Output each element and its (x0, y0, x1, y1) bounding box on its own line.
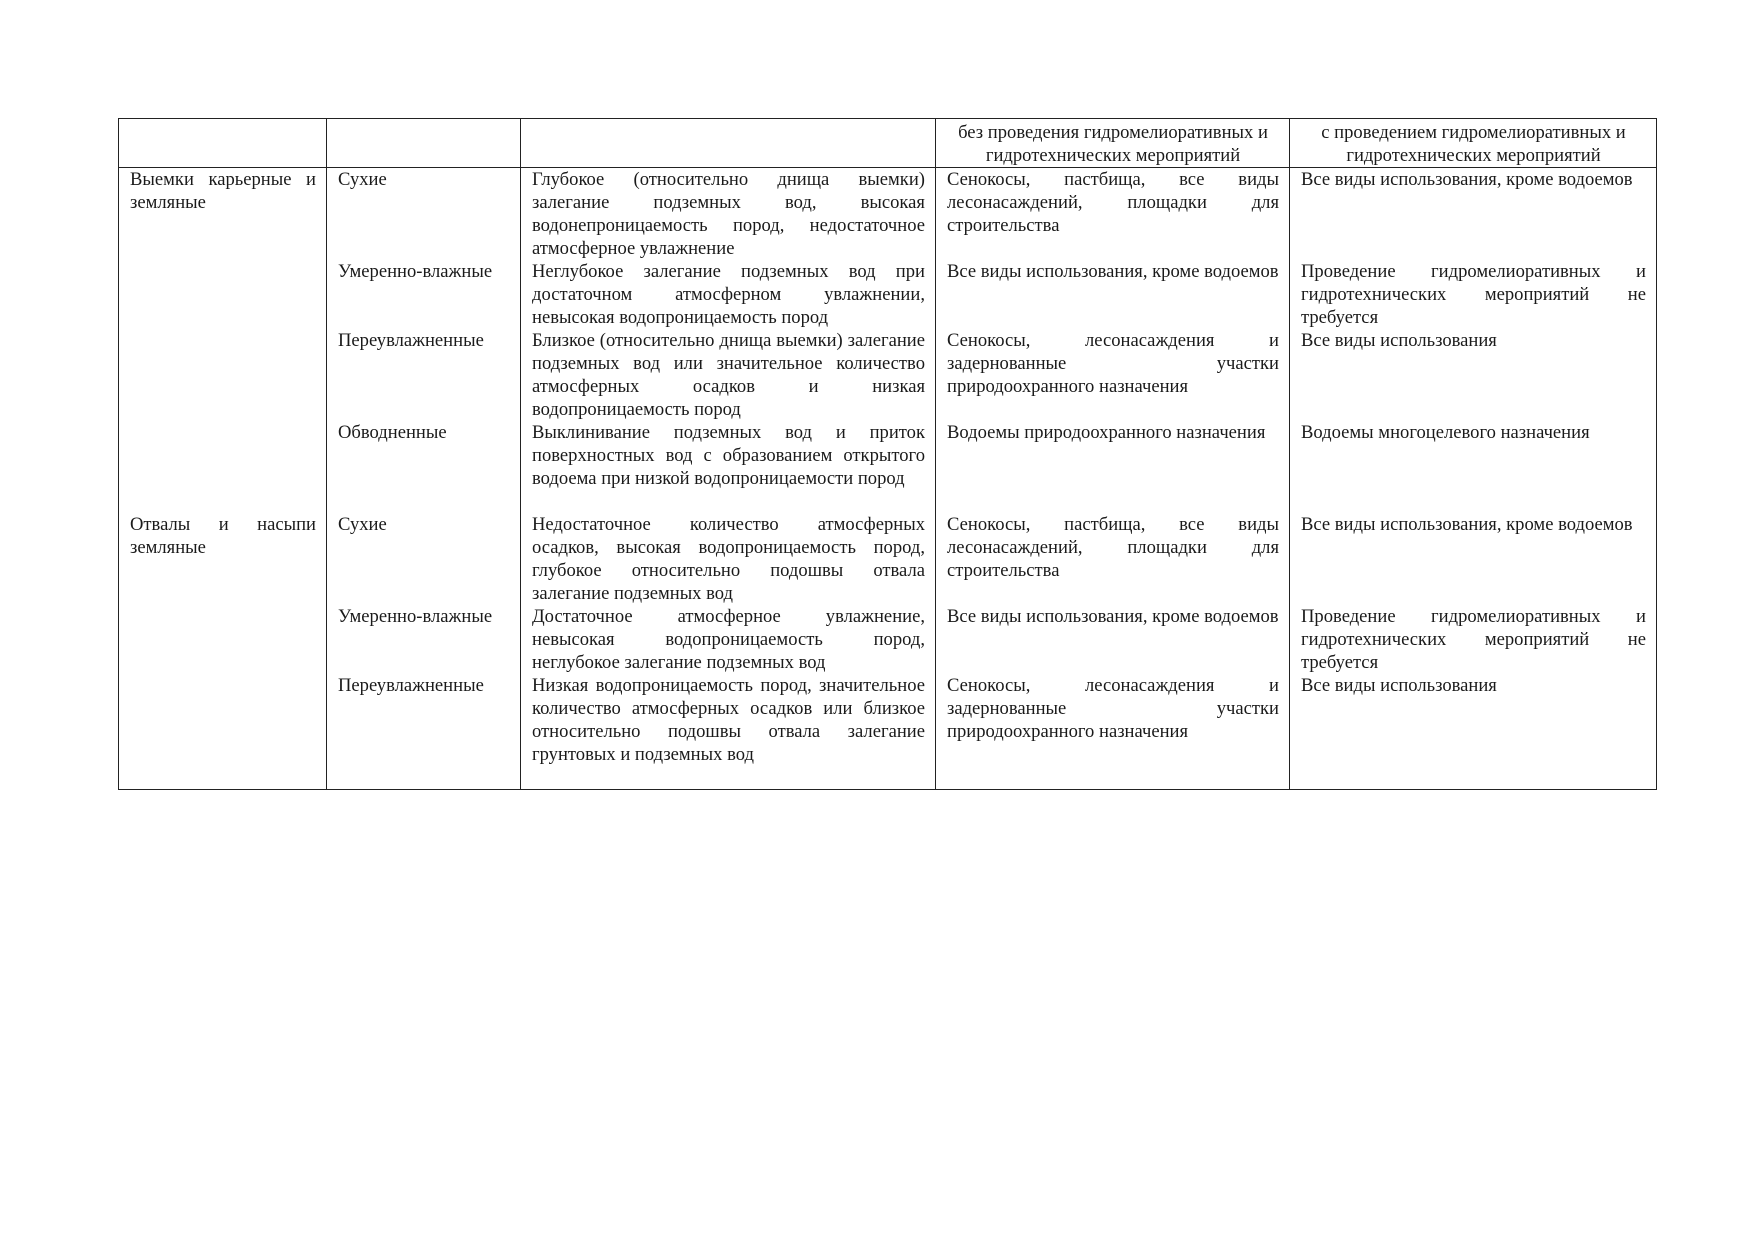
cell-moisture: Умеренно-влажные (327, 260, 521, 329)
header-cell-conditions (521, 119, 936, 168)
table-header-row (119, 119, 1657, 168)
table-row (119, 168, 1657, 261)
table-row (119, 674, 1657, 789)
cell-object-group (119, 674, 327, 789)
land-use-table (118, 118, 1657, 790)
header-cell-moisture (327, 119, 521, 168)
cell-moisture: Переувлажненные (327, 674, 521, 789)
cell-object-group (119, 329, 327, 421)
cell-use-with-measures: Все виды использования, кроме водоемов (1290, 168, 1657, 261)
cell-moisture: Сухие (327, 513, 521, 605)
cell-object-group: Отвалы и насыпи земляные (119, 513, 327, 605)
cell-object-group (119, 260, 327, 329)
cell-use-without-measures: Все виды использования, кроме водоемов (936, 605, 1290, 674)
cell-use-with-measures: Водоемы многоцелевого назначения (1290, 421, 1657, 513)
cell-conditions: Выклинивание подземных вод и приток поверхностных вод с образованием открытого водоема при низкой водопроницаемости пород (521, 421, 936, 513)
cell-object-group: Выемки карьерные и земляные (119, 168, 327, 261)
cell-moisture: Обводненные (327, 421, 521, 513)
cell-moisture: Сухие (327, 168, 521, 261)
header-cell-with-measures: с проведением гидромелиоративных и гидротехнических мероприятий (1290, 119, 1657, 168)
cell-use-with-measures: Проведение гидромелиоративных и гидротехнических мероприятий не требуется (1290, 260, 1657, 329)
header-cell-group (119, 119, 327, 168)
table-row (119, 513, 1657, 605)
cell-use-with-measures: Все виды использования (1290, 674, 1657, 789)
cell-object-group (119, 421, 327, 513)
cell-use-without-measures: Водоемы природоохранного назначения (936, 421, 1290, 513)
cell-conditions: Близкое (относительно днища выемки) залегание подземных вод или значительное количество атмосферных осадков и низкая водопроницаемость пород (521, 329, 936, 421)
cell-conditions: Достаточное атмосферное увлажнение, невысокая водопроницаемость пород, неглубокое залегание подземных вод (521, 605, 936, 674)
cell-use-with-measures: Все виды использования (1290, 329, 1657, 421)
table-row (119, 260, 1657, 329)
cell-use-with-measures: Все виды использования, кроме водоемов (1290, 513, 1657, 605)
cell-moisture: Умеренно-влажные (327, 605, 521, 674)
cell-use-without-measures: Сенокосы, пастбища, все виды лесонасаждений, площадки для строительства (936, 513, 1290, 605)
cell-use-with-measures: Проведение гидромелиоративных и гидротехнических мероприятий не требуется (1290, 605, 1657, 674)
cell-moisture: Переувлажненные (327, 329, 521, 421)
cell-use-without-measures: Сенокосы, лесонасаждения и задернованные участки природоохранного назначения (936, 329, 1290, 421)
cell-object-group (119, 605, 327, 674)
cell-use-without-measures: Все виды использования, кроме водоемов (936, 260, 1290, 329)
table-row (119, 421, 1657, 513)
cell-conditions: Неглубокое залегание подземных вод при достаточном атмосферном увлажнении, невысокая водопроницаемость пород (521, 260, 936, 329)
cell-conditions: Низкая водопроницаемость пород, значительное количество атмосферных осадков или близкое относительно подошвы отвала залегание грунтовых и подземных вод (521, 674, 936, 789)
table-row (119, 605, 1657, 674)
table-row (119, 329, 1657, 421)
header-cell-without-measures: без проведения гидромелиоративных и гидротехнических мероприятий (936, 119, 1290, 168)
cell-use-without-measures: Сенокосы, лесонасаждения и задернованные участки природоохранного назначения (936, 674, 1290, 789)
cell-conditions: Глубокое (относительно днища выемки) залегание подземных вод, высокая водонепроницаемость пород, недостаточное атмосферное увлажнение (521, 168, 936, 261)
cell-conditions: Недостаточное количество атмосферных осадков, высокая водопроницаемость пород, глубокое относительно подошвы отвала залегание подземных вод (521, 513, 936, 605)
cell-use-without-measures: Сенокосы, пастбища, все виды лесонасаждений, площадки для строительства (936, 168, 1290, 261)
